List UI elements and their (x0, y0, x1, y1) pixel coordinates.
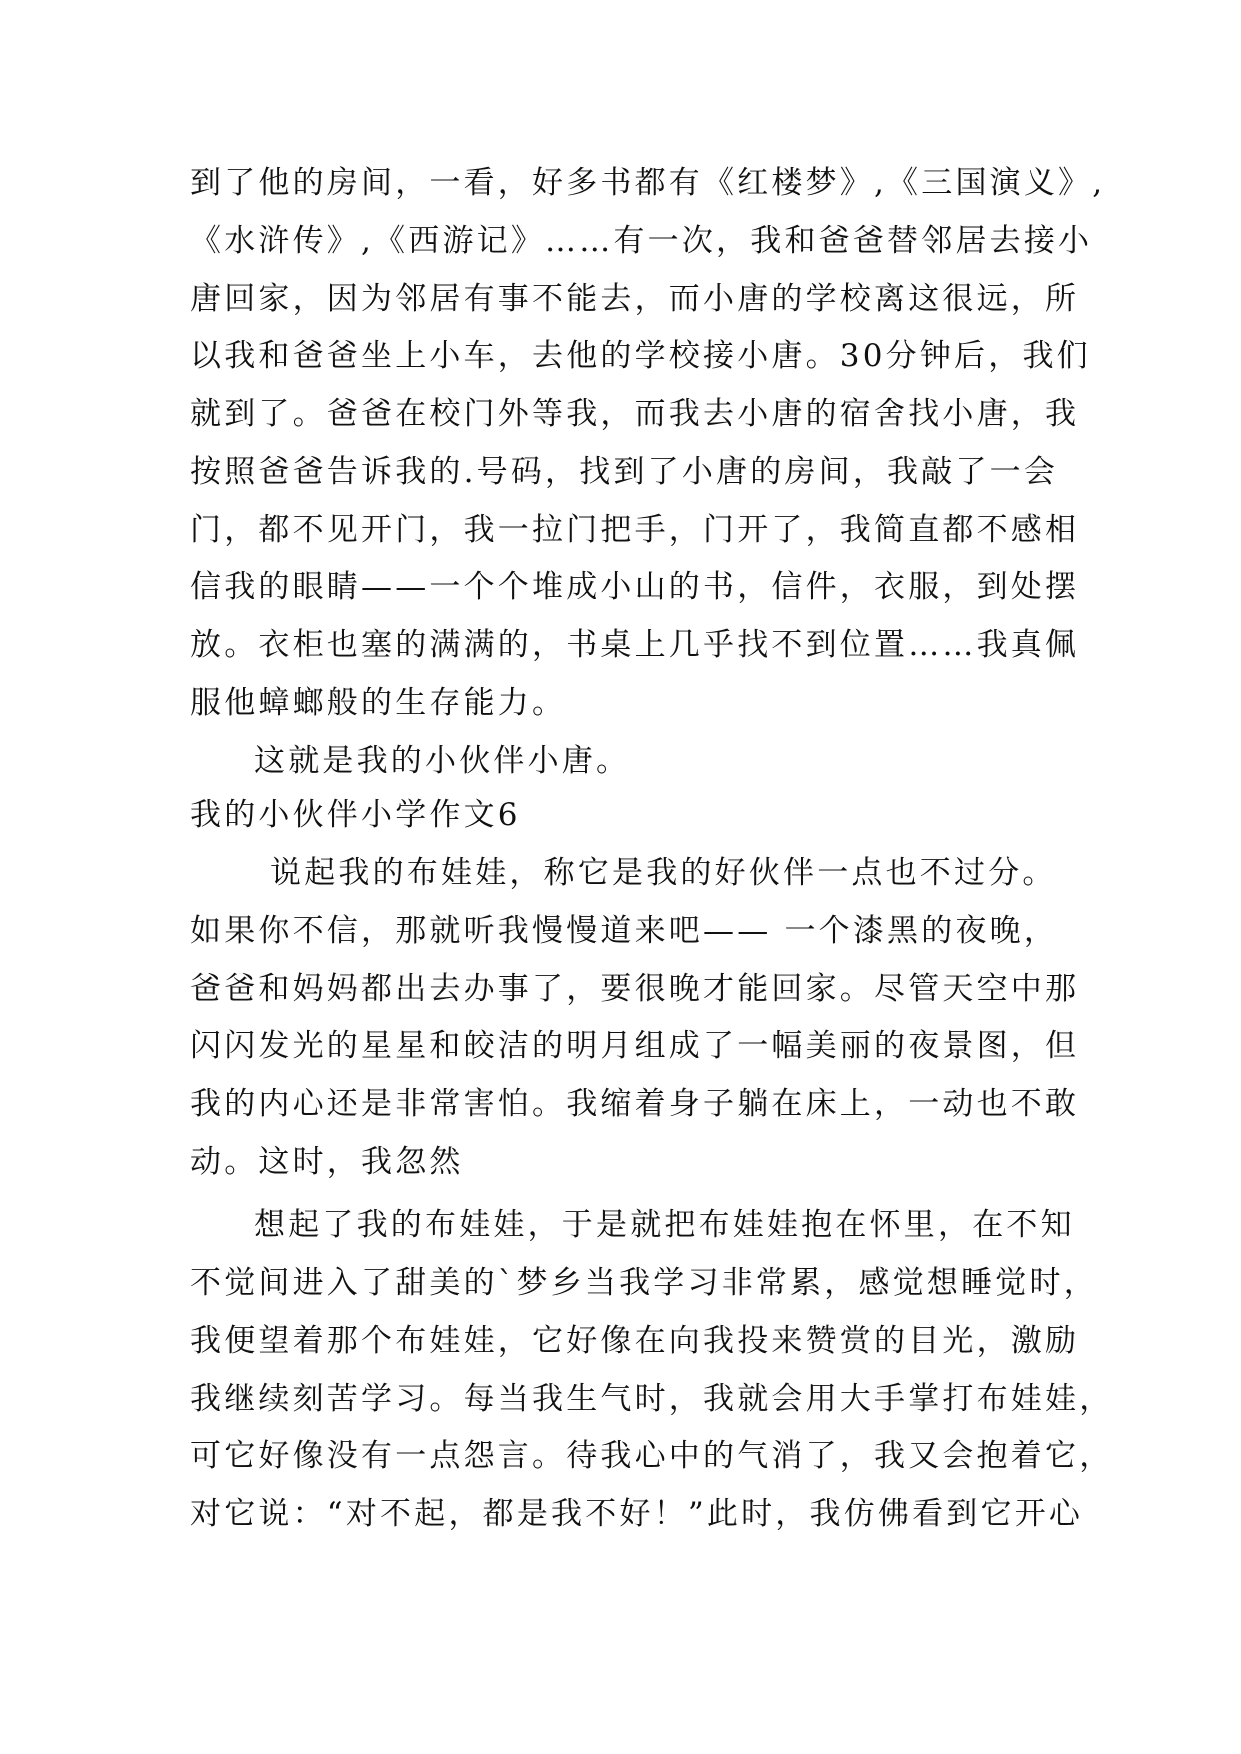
text-line: 对它说：“对不起，都是我不好！”此时，我仿佛看到它开心 (190, 1496, 1084, 1532)
paragraph-text: 这就是我的小伙伴小唐。 (254, 743, 631, 779)
text-line: 我继续刻苦学习。每当我生气时，我就会用大手掌打布娃娃， (190, 1381, 1114, 1417)
text-line: 动。这时，我忽然 (190, 1144, 464, 1180)
text-line: 我的内心还是非常害怕。我缩着身子躺在床上，一动也不敢 (190, 1086, 1080, 1122)
text-line: 服他蟑螂般的生存能力。 (190, 685, 567, 721)
text-line: 以我和爸爸坐上小车，去他的学校接小唐。30分钟后，我们 (190, 338, 1091, 374)
text-line: 不觉间进入了甜美的`梦乡当我学习非常累，感觉想睡觉时， (190, 1265, 1098, 1301)
text-line: 《水浒传》,《西游记》……有一次，我和爸爸替邻居去接小 (190, 223, 1093, 259)
text-line: 门，都不见开门，我一拉门把手，门开了，我简直都不感相 (190, 512, 1080, 548)
paragraph-text: 想起了我的布娃娃，于是就把布娃娃抱在怀里，在不知 (254, 1207, 1075, 1243)
text-line: 放。衣柜也塞的满满的，书桌上几乎找不到位置……我真佩 (190, 627, 1080, 663)
section-heading: 我的小伙伴小学作文6 (190, 797, 521, 833)
text-line: 按照爸爸告诉我的.号码，找到了小唐的房间，我敲了一会 (190, 454, 1059, 490)
text-line: 就到了。爸爸在校门外等我，而我去小唐的宿舍找小唐，我 (190, 396, 1080, 432)
text-line: 可它好像没有一点怨言。待我心中的气消了，我又会抱着它， (190, 1438, 1114, 1474)
text-line: 闪闪发光的星星和皎洁的明月组成了一幅美丽的夜景图，但 (190, 1028, 1080, 1064)
text-line: 爸爸和妈妈都出去办事了，要很晚才能回家。尽管天空中那 (190, 971, 1080, 1007)
text-line: 我便望着那个布娃娃，它好像在向我投来赞赏的目光，激励 (190, 1323, 1080, 1359)
text-line: 信我的眼睛——一个个堆成小山的书，信件，衣服，到处摆 (190, 569, 1080, 605)
text-line: 唐回家，因为邻居有事不能去，而小唐的学校离这很远，所 (190, 281, 1080, 317)
text-line: 到了他的房间，一看，好多书都有《红楼梦》,《三国演义》, (190, 165, 1106, 201)
paragraph-text: 说起我的布娃娃，称它是我的好伙伴一点也不过分。 (270, 855, 1057, 891)
text-line: 如果你不信，那就听我慢慢道来吧—— 一个漆黑的夜晚， (190, 913, 1059, 949)
